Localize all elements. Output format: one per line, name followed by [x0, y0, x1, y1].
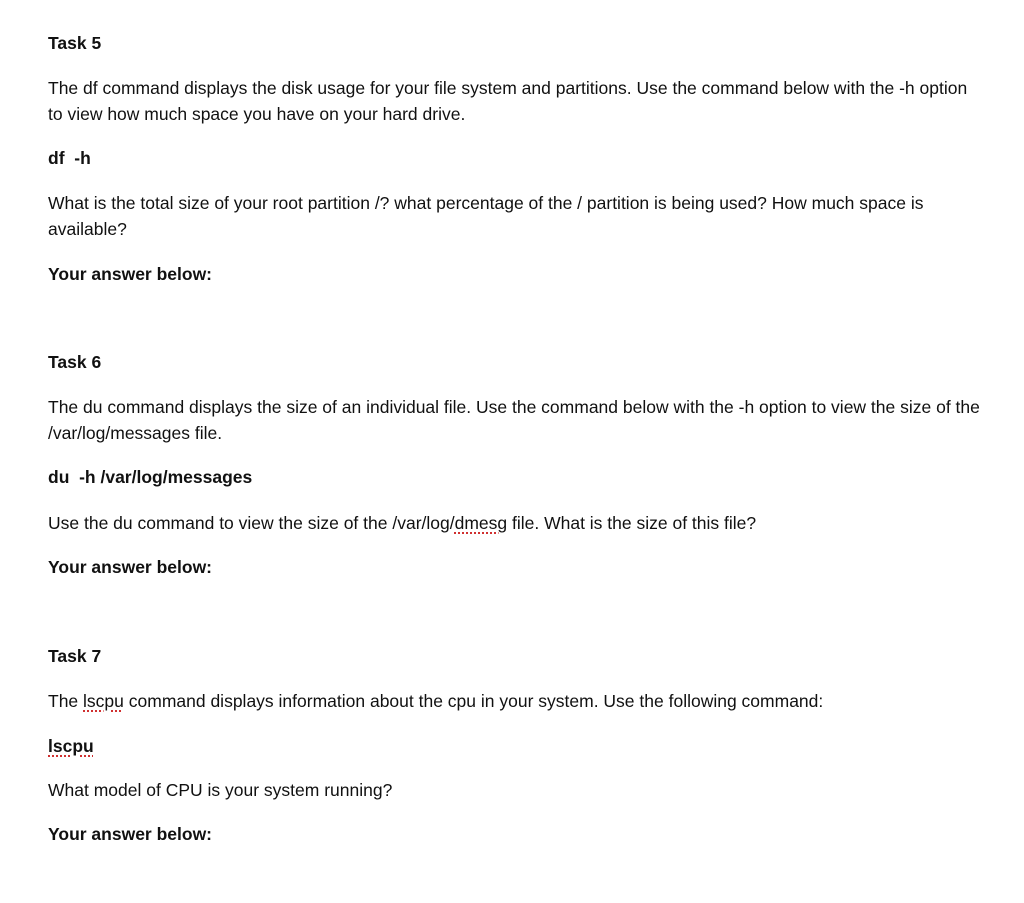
- task-7-answer-label: Your answer below:: [48, 824, 213, 844]
- task-7-command: [48, 733, 94, 759]
- task-5-command: df -h: [48, 148, 91, 168]
- task-6-title: Task 6: [48, 352, 102, 372]
- task-6-question-flagged-word: dmesg: [454, 513, 508, 533]
- task-6-question-start: Use the du command to view the size of the /var/log/: [48, 513, 455, 533]
- task-6-answer-label: Your answer below:: [48, 557, 213, 577]
- task-5-description-line-1: The df command displays the disk usage for your file system and partitions. Use the command below with the -h option: [48, 78, 968, 98]
- task-6-description-line-1: The du command displays the size of an individual file. Use the command below with the -h option to view the size of the: [48, 397, 980, 417]
- task-5-title: Task 5: [48, 33, 102, 53]
- task-6-description-line-2: /var/log/messages file.: [48, 423, 223, 443]
- task-5-answer-label: Your answer below:: [48, 264, 213, 284]
- task-5-description-line-2: to view how much space you have on your hard drive.: [48, 104, 466, 124]
- task-6-command: du -h /var/log/messages: [48, 467, 253, 487]
- task-6-question: [48, 510, 756, 536]
- task-7-title: Task 7: [48, 646, 102, 666]
- task-7-description-flagged-word: lscpu: [83, 691, 124, 711]
- task-5-question-line-2: available?: [48, 219, 127, 239]
- task-7-description-end: command displays information about the cpu in your system. Use the following command:: [123, 691, 824, 711]
- task-5-question-line-1: What is the total size of your root partition /? what percentage of the / partition is being used? How much space is: [48, 193, 924, 213]
- task-7-description: [48, 688, 823, 714]
- task-7-description-start: The: [48, 691, 84, 711]
- task-7-question: What model of CPU is your system running?: [48, 780, 393, 800]
- task-6-question-end: file. What is the size of this file?: [507, 513, 757, 533]
- task-7-command-text: lscpu: [48, 736, 94, 756]
